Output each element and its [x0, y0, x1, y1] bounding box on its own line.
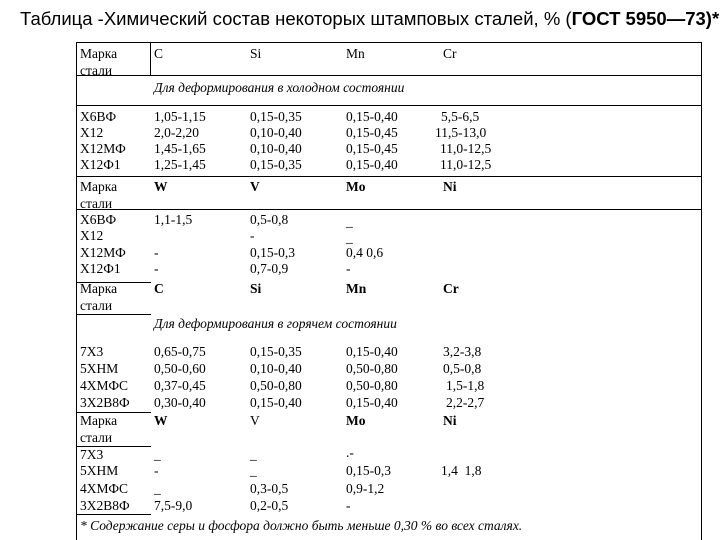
table-cell: 5,5-6,5 — [441, 109, 480, 124]
table-cell: - — [250, 228, 255, 243]
col-header-w: W — [154, 179, 168, 194]
header-separator — [76, 75, 702, 76]
table-row: 4ХМФС — [80, 378, 128, 393]
col-header-mn: Mn — [346, 46, 365, 61]
table-cell: 0,30-0,40 — [154, 395, 206, 410]
table-row: Х12Ф1 — [80, 157, 121, 172]
table-cell: 11,0-12,5 — [440, 141, 492, 156]
table-cell: - — [346, 498, 351, 513]
table-row: Х6ВФ — [80, 212, 117, 227]
col-header-c: C — [154, 46, 164, 61]
table-cell: - — [154, 463, 159, 478]
table-cell: 0,50-0,80 — [346, 378, 398, 393]
table-row: 7Х3 — [80, 447, 104, 462]
table-row: Х12МФ — [80, 245, 126, 260]
col-header-ni: Ni — [443, 179, 457, 194]
table-cell: 0,5-0,8 — [443, 361, 482, 376]
table-cell: 7,5-9,0 — [154, 498, 193, 513]
table-cell: 1,4 1,8 — [441, 463, 482, 478]
table-cell: 0,50-0,80 — [250, 378, 302, 393]
col-header-ni: Ni — [443, 413, 457, 428]
col-header-mn: Mn — [346, 281, 367, 296]
row-line — [76, 176, 702, 177]
title-prefix: Таблица -Химический состав некоторых штамповых сталей, % ( — [20, 8, 572, 29]
table-cell: 2,0-2,20 — [154, 125, 199, 140]
table-cell: 2,2-2,7 — [446, 395, 485, 410]
table-row: 7Х3 — [80, 344, 104, 359]
table-cell: _ — [346, 230, 353, 245]
table-cell: - — [154, 261, 159, 276]
table-cell: 0,15-0,45 — [346, 141, 398, 156]
table-cell: 0,3-0,5 — [250, 481, 289, 496]
table-cell: 0,15-0,35 — [250, 344, 302, 359]
table-cell: 0,15-0,45 — [346, 125, 398, 140]
col-header-grade: Марка стали — [80, 46, 118, 78]
footnote: * Содержание серы и фосфора должно быть меньше 0,30 % во всех сталях. — [80, 518, 523, 533]
header-col-divider — [150, 42, 151, 76]
table-cell: _ — [250, 463, 257, 478]
col-header-cr: Cr — [443, 46, 457, 61]
col-header-v: V — [250, 413, 260, 428]
table-cell: 0,5-0,8 — [250, 212, 289, 227]
table-cell: 0,15-0,35 — [250, 109, 302, 124]
title-gost: ГОСТ 5950—73)* — [571, 8, 720, 29]
table-cell: 1,05-1,15 — [154, 109, 206, 124]
col-header-si: Si — [250, 46, 262, 61]
table-row: 5ХНМ — [80, 463, 119, 478]
table-cell: 3,2-3,8 — [443, 344, 482, 359]
table-row: Х12МФ — [80, 141, 126, 156]
col-header-grade: Марка стали — [80, 281, 118, 313]
table-cell: 1,1-1,5 — [154, 212, 193, 227]
table-left-border — [76, 42, 77, 540]
section-cold-caption: Для деформирования в холодном состоянии — [154, 80, 405, 95]
table-cell: 11,0-12,5 — [440, 157, 492, 172]
table-cell: 0,10-0,40 — [250, 125, 302, 140]
col-header-grade: Марка стали — [80, 179, 118, 211]
table-cell: 0,15-0,40 — [346, 344, 398, 359]
col-header-c: C — [154, 281, 164, 296]
table-cell: 0,15-0,40 — [346, 395, 398, 410]
table-cell: _ — [250, 447, 257, 462]
section-hot-caption: Для деформирования в горячем состоянии — [154, 316, 397, 331]
table-cell: 0,50-0,60 — [154, 361, 206, 376]
col-header-grade: Марка стали — [80, 413, 118, 445]
col-header-si: Si — [250, 281, 262, 296]
table-cell: - — [154, 245, 159, 260]
row-line — [76, 209, 702, 210]
col-header-w: W — [154, 413, 168, 428]
col-header-v: V — [250, 179, 260, 194]
table-row: 3Х2В8Ф — [80, 395, 130, 410]
table-row: 3Х2В8Ф — [80, 498, 130, 513]
table-cell: 0,7-0,9 — [250, 261, 289, 276]
table-row: 5ХНМ — [80, 361, 119, 376]
table-cell: 0,9-1,2 — [346, 481, 385, 496]
table-cell: 0,65-0,75 — [154, 344, 206, 359]
table-cell: _ — [346, 214, 353, 229]
table-cell: 0,15-0,35 — [250, 157, 302, 172]
table-row: Х12 — [80, 228, 104, 243]
table-cell: 0,15-0,40 — [346, 157, 398, 172]
table-cell: _ — [154, 447, 161, 462]
table-cell: 0,4 0,6 — [346, 245, 384, 260]
table-right-border — [701, 42, 702, 540]
table-cell: 0,15-0,40 — [250, 395, 302, 410]
table-cell: 11,5-13,0 — [435, 125, 487, 140]
table-cell: 1,45-1,65 — [154, 141, 206, 156]
table-cell: - — [346, 261, 351, 276]
row-line — [76, 314, 151, 315]
table-cell: 0,2-0,5 — [250, 498, 289, 513]
table-cell: _ — [154, 481, 161, 496]
col-header-mo: Mo — [346, 413, 366, 428]
table-cell: 0,50-0,80 — [346, 361, 398, 376]
col-header-cr: Cr — [443, 281, 459, 296]
section-separator — [76, 105, 702, 106]
table-row: 4ХМФС — [80, 481, 128, 496]
table-cell: 0,15-0,3 — [250, 245, 295, 260]
table-row: Х12Ф1 — [80, 261, 121, 276]
table-cell: 1,5-1,8 — [446, 378, 485, 393]
table-cell: 0,10-0,40 — [250, 361, 302, 376]
table-row: Х12 — [80, 125, 104, 140]
table-cell: .- — [346, 445, 354, 460]
col-header-mo: Mo — [346, 179, 366, 194]
table-cell: 1,25-1,45 — [154, 157, 206, 172]
table-row: Х6ВФ — [80, 109, 117, 124]
table-cell: 0,15-0,40 — [346, 109, 398, 124]
table-cell: 0,37-0,45 — [154, 378, 206, 393]
table-cell: 0,10-0,40 — [250, 141, 302, 156]
table-cell: 0,15-0,3 — [346, 463, 391, 478]
table-top-border — [76, 42, 702, 43]
